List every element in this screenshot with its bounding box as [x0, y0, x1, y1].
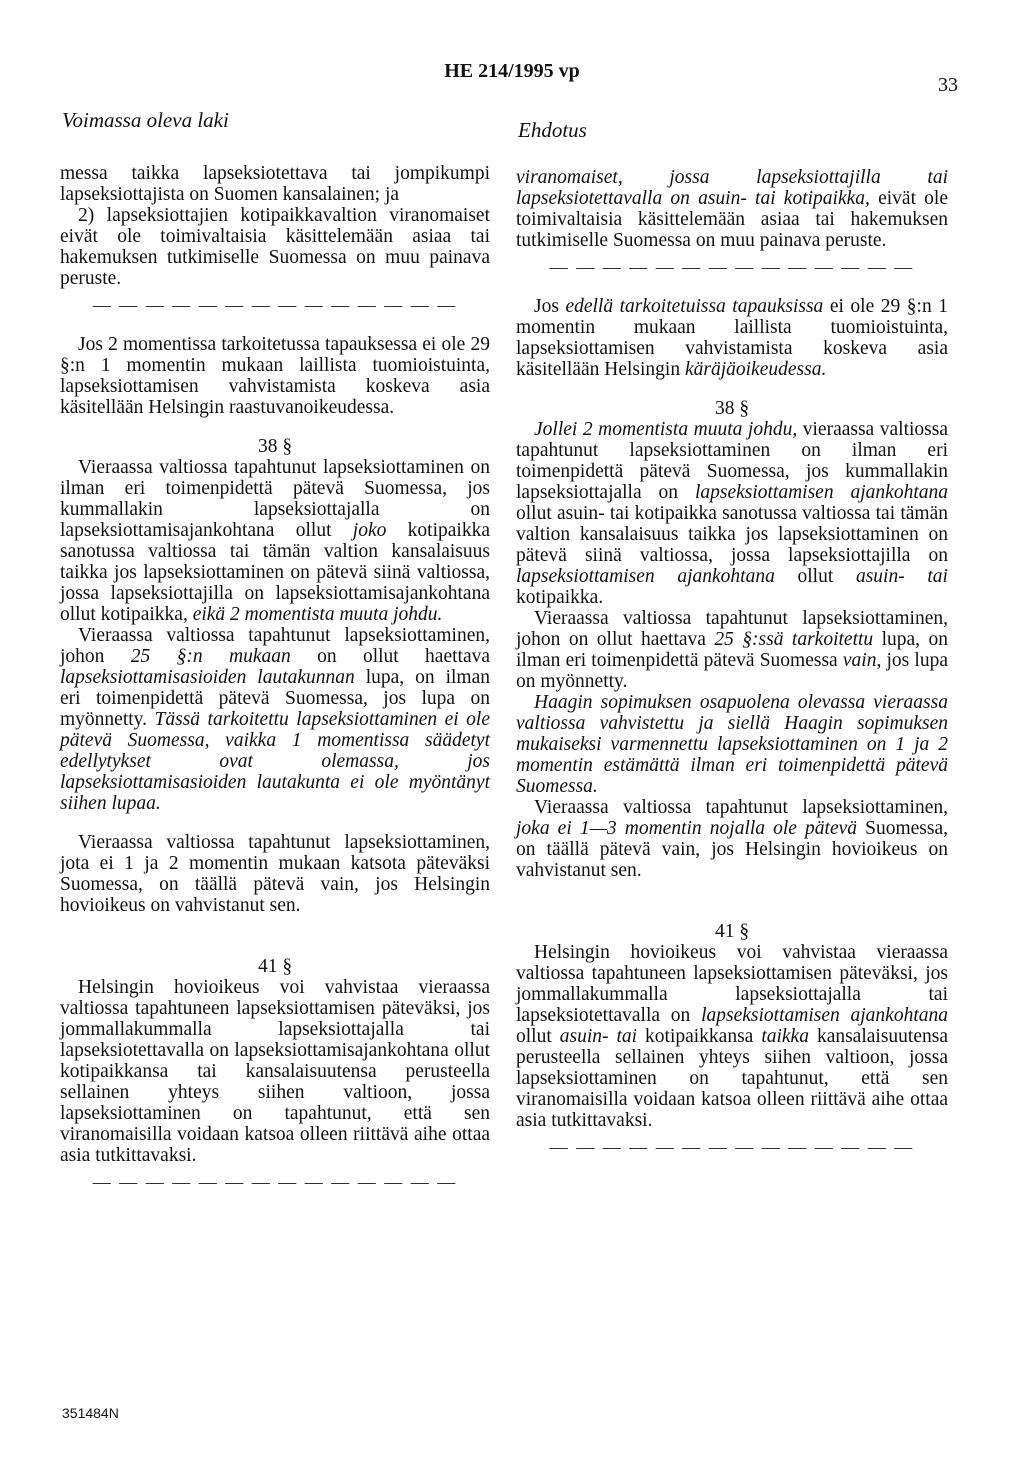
paragraph: messa taikka lapseksiotettava tai jompikumpi lapseksiottajista on Suomen kansalainen; ja: [60, 163, 490, 205]
right-column-heading: Ehdotus: [518, 118, 587, 142]
omission-divider: — — — — — — — — — — — — — —: [92, 1172, 458, 1192]
section-heading-41: 41 §: [257, 956, 293, 977]
paragraph: Vieraassa valtiossa tapahtunut lapseksiottaminen, joka ei 1—3 momentin nojalla ole pätevä Suomessa, on täällä pätevä vain, jos Helsingin hovioikeus on vahvistanut sen.: [516, 797, 949, 881]
paragraph: Jollei 2 momentista muuta johdu, vieraassa valtiossa tapahtunut lapseksiottaminen on ilman eri toimenpidettä pätevä Suomessa, jos kummallakin lapseksiottajalla on lapseksiottamisen ajankohtana ollut asuin- tai kotipaikka sanotussa valtiossa tai tämän valtion kansalaisuus taikka jos lapseksiottaminen on pätevä siinä valtiossa, jossa lapseksiottajilla on lapseksiottamisen ajankohtana ollut asuin- tai kotipaikka.: [516, 419, 948, 608]
paragraph: Jos edellä tarkoitetuissa tapauksissa ei ole 29 §:n 1 momentin mukaan laillista tuomioistuinta, lapseksiottamisen vahvistamista koskeva asia käsitellään Helsingin käräjäoikeudessa.: [516, 296, 948, 380]
print-code: 351484N: [62, 1405, 119, 1421]
paragraph: Helsingin hovioikeus voi vahvistaa vieraassa valtiossa tapahtuneen lapseksiottamisen päteväksi, jos jommallakummalla lapseksiottajalla tai lapseksiotettavalla on lapseksiottamisen ajankohtana ollut asuin- tai kotipaikkansa taikka kansalaisuutensa perusteella sellainen yhteys siihen valtioon, jossa lapseksiottaminen on tapahtunut, että sen viranomaisilla voidaan katsoa olleen riittävä aihe ottaa asia tutkittavaksi.: [516, 942, 948, 1131]
paragraph: viranomaiset, jossa lapseksiottajilla tai lapseksiotettavalla on asuin- tai kotipaikka, eivät ole toimivaltaisia käsittelemään asiaa tai hakemuksen tutkimiselle Suomessa on muu painava peruste.: [516, 167, 948, 251]
paragraph: Vieraassa valtiossa tapahtunut lapseksiottaminen, johon 25 §:n mukaan on ollut haettava lapseksiottamisasioiden lautakunnan lupa, on ilman eri toimenpidettä pätevä Suomessa, jos lupa on myönnetty. Tässä tarkoitettu lapseksiottaminen ei ole pätevä Suomessa, vaikka 1 momentissa säädetyt edellytykset ovat olemassa, jos lapseksiottamisasioiden lautakunta ei ole myöntänyt siihen lupaa.: [60, 625, 491, 814]
paragraph: 2) lapseksiottajien kotipaikkavaltion viranomaiset eivät ole toimivaltaisia käsittelemään asiaa tai hakemuksen tutkimiselle Suomessa on muu painava peruste.: [60, 205, 490, 289]
paragraph: Haagin sopimuksen osapuolena olevassa vieraassa valtiossa vahvistettu ja siellä Haagin sopimuksen mukaiseksi varmennettu lapseksiottaminen on 1 ja 2 momentin estämättä ilman eri toimenpidettä pätevä Suomessa.: [516, 692, 948, 797]
page-number: 33: [938, 74, 958, 96]
proposal-column: [516, 167, 948, 1158]
section-heading-38: 38 §: [714, 398, 750, 419]
section-heading-41: 41 §: [714, 921, 750, 942]
paragraph: Vieraassa valtiossa tapahtunut lapseksiottaminen, jota ei 1 ja 2 momentin mukaan katsota päteväksi Suomessa, on täällä pätevä vain, jos Helsingin hovioikeus on vahvistanut sen.: [60, 832, 490, 916]
omission-divider: — — — — — — — — — — — — — —: [549, 1137, 915, 1157]
section-heading-38: 38 §: [257, 436, 293, 457]
paragraph: Helsingin hovioikeus voi vahvistaa vieraassa valtiossa tapahtuneen lapseksiottamisen päteväksi, jos jommallakummalla lapseksiottajalla tai lapseksiotettavalla on lapseksiottamisajankohtana ollut kotipaikkansa tai kansalaisuutensa perusteella sellainen yhteys siihen valtioon, jossa lapseksiottaminen on tapahtunut, että sen viranomaisilla voidaan katsoa olleen riittävä aihe ottaa asia tutkittavaksi.: [60, 977, 490, 1166]
paragraph: Vieraassa valtiossa tapahtunut lapseksiottaminen, johon on ollut haettava 25 §:ssä tarkoitettu lupa, on ilman eri toimenpidettä pätevä Suomessa vain, jos lupa on myönnetty.: [516, 608, 948, 692]
page-header: [0, 60, 1024, 100]
paragraph: Vieraassa valtiossa tapahtunut lapseksiottaminen on ilman eri toimenpidettä pätevä Suomessa, jos kummallakin lapseksiottajalla on lapseksiottamisajankohtana ollut joko kotipaikka sanotussa valtiossa tai tämän valtion kansalaisuus taikka jos lapseksiottaminen on pätevä siinä valtiossa, jossa lapseksiottajilla on lapseksiottamisajankohtana ollut kotipaikka, eikä 2 momentista muuta johdu.: [60, 457, 490, 625]
left-column-heading: Voimassa oleva laki: [62, 108, 229, 132]
omission-divider: — — — — — — — — — — — — — —: [92, 295, 458, 315]
omission-divider: — — — — — — — — — — — — — —: [549, 257, 915, 277]
current-law-column: [60, 163, 490, 1193]
paragraph: Jos 2 momentissa tarkoitetussa tapauksessa ei ole 29 §:n 1 momentin mukaan laillista tuomioistuinta, lapseksiottamisen vahvistamista koskeva asia käsitellään Helsingin raastuvanoikeudessa.: [60, 334, 490, 418]
document-id: HE 214/1995 vp: [444, 60, 580, 82]
